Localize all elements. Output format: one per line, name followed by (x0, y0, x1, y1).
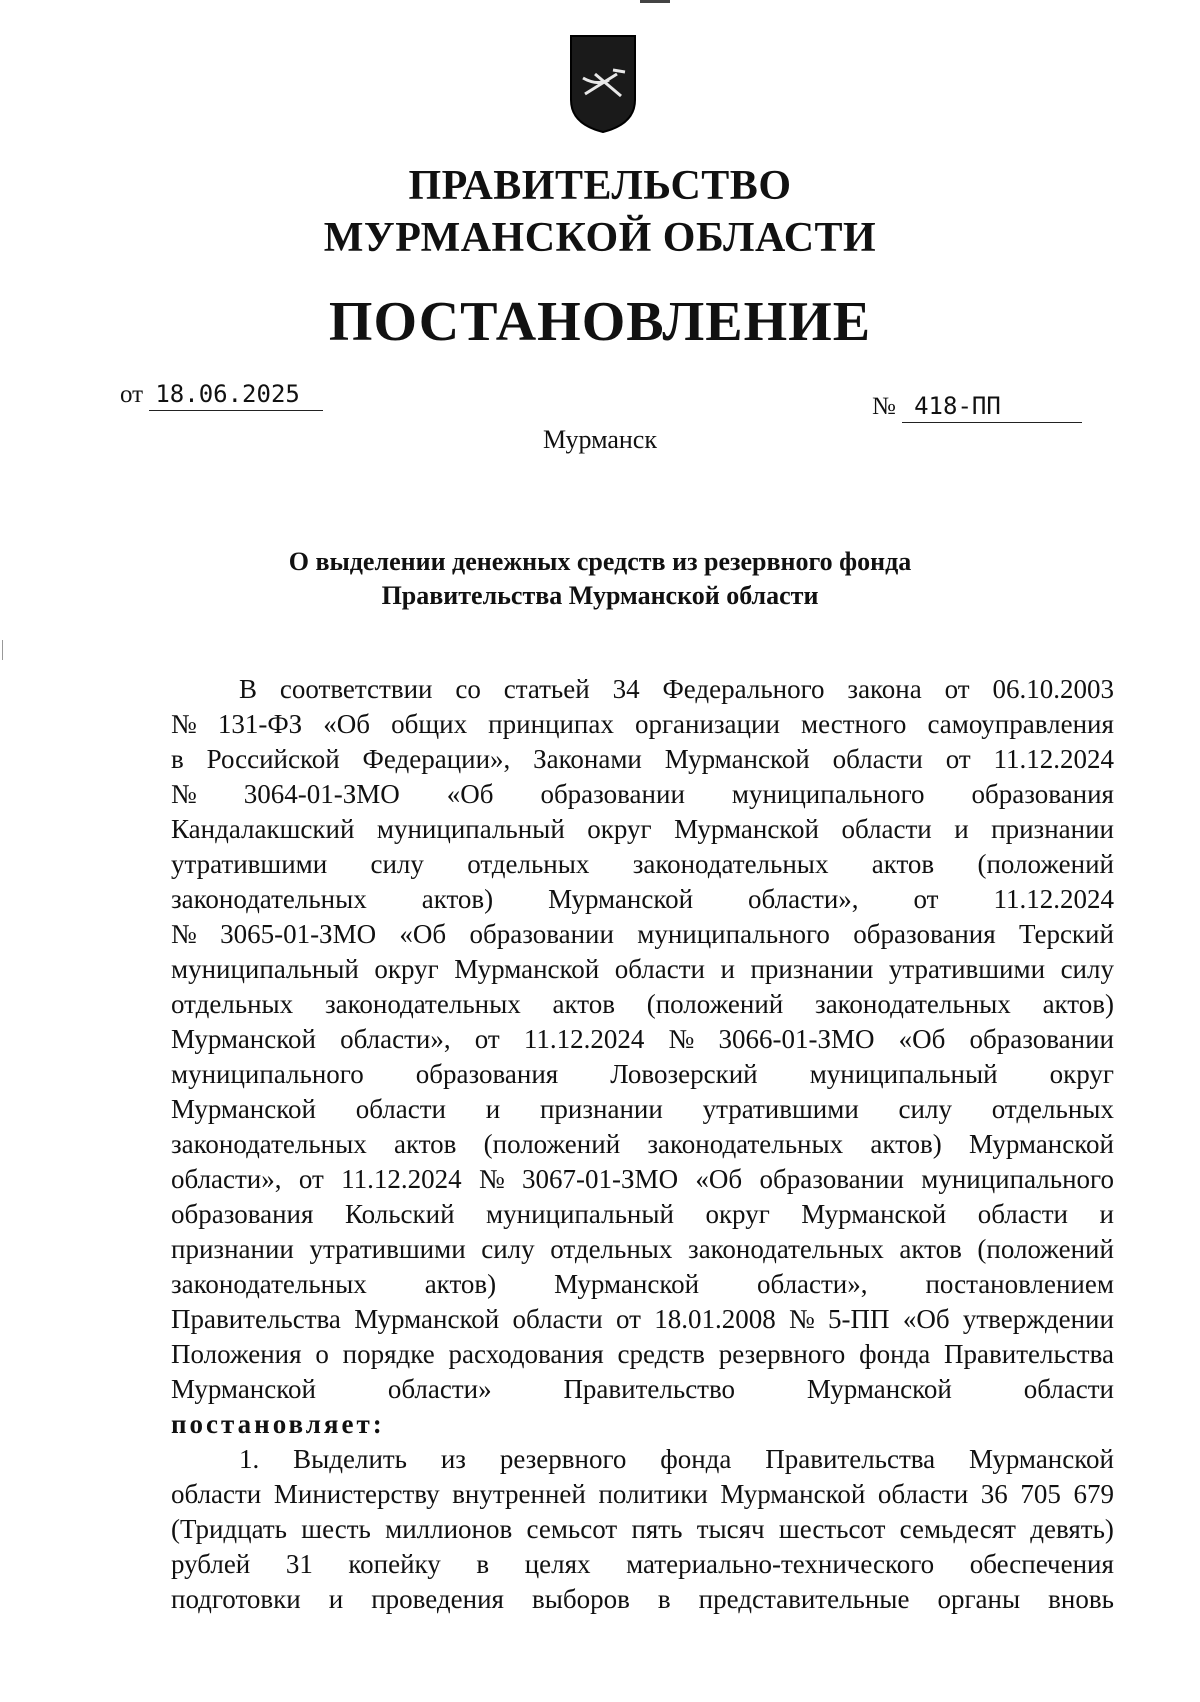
body-word: муниципальный (809, 1059, 998, 1089)
body-line (171, 952, 1114, 987)
body-word: № (171, 709, 197, 739)
document-type-heading: ПОСТАНОВЛЕНИЕ (328, 291, 872, 353)
body-word: области», (171, 1164, 282, 1194)
body-word: проведения (371, 1584, 504, 1614)
body-word: 18.01.2008 (654, 1304, 776, 1334)
body-word: № (478, 1164, 505, 1194)
document-date (120, 380, 323, 411)
body-word: области (1023, 1374, 1114, 1404)
body-word: № (171, 919, 197, 949)
body-line (171, 672, 1114, 707)
body-word: актов) (424, 1269, 497, 1299)
body-word: (положений (483, 1129, 621, 1159)
body-word: муниципального (731, 779, 925, 809)
body-word: Мурманской (664, 744, 810, 774)
body-word: актов) (1042, 989, 1114, 1019)
body-word: (положений (977, 849, 1114, 879)
body-word: порядке (342, 1339, 435, 1369)
body-line (171, 1057, 1114, 1092)
body-word: актов (899, 1234, 962, 1264)
body-word: округ (705, 1199, 770, 1229)
body-word: законодательных (688, 1234, 884, 1264)
body-word: статьей (503, 674, 590, 704)
body-word: представительные (698, 1584, 910, 1614)
body-line (171, 1267, 1114, 1302)
body-word: «Об (902, 1304, 950, 1334)
body-word: 3065-01-ЗМО (220, 919, 377, 949)
body-word: Ловозерский (610, 1059, 758, 1089)
body-word: «Об (898, 1024, 946, 1054)
body-word: 06.10.2003 (992, 674, 1114, 704)
body-word: (Тридцать (171, 1514, 287, 1544)
body-word: области», (340, 1024, 451, 1054)
body-word: Мурманской (674, 814, 820, 844)
body-line (171, 917, 1114, 952)
body-word: образовании (969, 1024, 1114, 1054)
body-word: 131-ФЗ (217, 709, 303, 739)
body-word: муниципальный (171, 954, 359, 984)
body-line (171, 1022, 1114, 1057)
body-word: рублей (171, 1549, 251, 1579)
body-word: отдельных (171, 989, 294, 1019)
body-word: и (485, 1094, 501, 1124)
body-word: от (298, 1164, 324, 1194)
body-word: 1. (239, 1444, 260, 1474)
margin-mark (2, 640, 3, 660)
body-word: муниципального (171, 1059, 364, 1089)
body-word: актов (871, 849, 935, 879)
body-word: организации (634, 709, 780, 739)
body-line (171, 1092, 1114, 1127)
body-word: законодательных (632, 849, 829, 879)
body-word: девять) (1030, 1514, 1114, 1544)
body-word: № (668, 1024, 695, 1054)
body-word: области (877, 1479, 969, 1509)
body-word: области (355, 1094, 446, 1124)
body-word: семьдесят (899, 1514, 1016, 1544)
body-word: признании (539, 1094, 663, 1124)
body-word: подготовки (171, 1584, 301, 1614)
body-word: силу (898, 1094, 952, 1124)
body-word: 11.12.2024 (993, 744, 1114, 774)
body-word: вновь (1048, 1584, 1114, 1614)
body-word: силу (481, 1234, 535, 1264)
body-word: от (944, 674, 970, 704)
body-word: законодательных (171, 884, 367, 914)
body-line (171, 1372, 1114, 1407)
body-word: 705 (1020, 1479, 1061, 1509)
body-word: утратившими (702, 1094, 859, 1124)
document-subject (0, 545, 1200, 613)
body-word: Законами (533, 744, 642, 774)
body-line (171, 1302, 1114, 1337)
body-word: образования (971, 779, 1114, 809)
body-word: законодательных (171, 1129, 367, 1159)
body-word: Правительства (765, 1444, 936, 1474)
body-word: области», (757, 1269, 868, 1299)
body-word: от (615, 1304, 641, 1334)
body-word: Мурманской (554, 1269, 700, 1299)
body-word: принципах (488, 709, 614, 739)
body-word: Мурманской (548, 884, 694, 914)
body-word: области (841, 814, 932, 844)
page-top-mark (640, 0, 670, 3)
body-word: Кандалакшский (171, 814, 355, 844)
body-word: миллионов (385, 1514, 513, 1544)
body-word: выборов (531, 1584, 630, 1614)
body-line (171, 742, 1114, 777)
body-word: законодательных (171, 1269, 367, 1299)
body-word: образования (415, 1059, 559, 1089)
government-title (0, 160, 1200, 264)
body-word: обеспечения (969, 1549, 1114, 1579)
body-word: Терский (1019, 919, 1114, 949)
body-word: утратившими (888, 954, 1046, 984)
body-line (171, 1407, 1114, 1442)
body-word: отдельных (991, 1094, 1114, 1124)
government-title-line2: МУРМАНСКОЙ ОБЛАСТИ (323, 215, 877, 261)
body-word: актов (552, 989, 615, 1019)
body-word: области (171, 1479, 262, 1509)
body-word: о (315, 1339, 329, 1369)
body-line (171, 1197, 1114, 1232)
body-word: органы (937, 1584, 1021, 1614)
body-word: резервного (718, 1339, 846, 1369)
body-line (171, 1442, 1114, 1477)
body-word: Правительства (171, 1304, 341, 1334)
body-word: «Об (446, 779, 494, 809)
body-word: признании (750, 954, 874, 984)
body-word: муниципальный (486, 1199, 674, 1229)
date-value: 18.06.2025 (149, 380, 323, 411)
number-prefix: № (872, 393, 896, 420)
body-word: области (832, 744, 923, 774)
body-word: округ (587, 814, 652, 844)
body-word: внутренней (452, 1479, 586, 1509)
coat-of-arms-emblem (569, 34, 637, 134)
body-word: области» (387, 1374, 492, 1404)
subject-line2: Правительства Мурманской области (381, 581, 819, 610)
body-word: семьсот (526, 1514, 618, 1544)
body-word: средств (617, 1339, 705, 1369)
body-line-text: постановляет: (171, 1409, 385, 1439)
body-word: Мурманской (801, 1199, 947, 1229)
body-word: 11.12.2024 (993, 884, 1114, 914)
body-word: области (512, 1304, 603, 1334)
body-line (171, 1232, 1114, 1267)
body-word: отдельных (550, 1234, 673, 1264)
body-word: признании (171, 1234, 294, 1264)
body-word: фонда (859, 1339, 931, 1369)
body-word: местного (800, 709, 907, 739)
body-line (171, 987, 1114, 1022)
body-word: законодательных (324, 989, 521, 1019)
body-word: закона (847, 674, 922, 704)
body-word: образования (171, 1199, 314, 1229)
body-word: 34 (612, 674, 640, 704)
body-word: Мурманской (969, 1129, 1114, 1159)
body-word: Положения (171, 1339, 302, 1369)
body-word: округ (374, 954, 439, 984)
body-line (171, 847, 1114, 882)
body-word: 31 (285, 1549, 313, 1579)
body-word: политики (598, 1479, 708, 1509)
body-word: образовании (469, 919, 614, 949)
body-word: общих (391, 709, 468, 739)
body-word: постановлением (925, 1269, 1114, 1299)
body-word: муниципальный (376, 814, 565, 844)
body-word: 36 (980, 1479, 1008, 1509)
body-word: со (455, 674, 481, 704)
body-word: 3064-01-ЗМО (243, 779, 400, 809)
body-word: силу (370, 849, 424, 879)
body-word: 679 (1073, 1479, 1114, 1509)
body-word: 3066-01-ЗМО (718, 1024, 875, 1054)
body-word: шестьсот (778, 1514, 886, 1544)
body-word: области», (748, 884, 859, 914)
body-line (171, 1547, 1114, 1582)
body-word: 5-ПП (828, 1304, 890, 1334)
body-word: (положений (646, 989, 784, 1019)
body-line (171, 1127, 1114, 1162)
body-word: В (239, 674, 258, 704)
body-word: тысяч (696, 1514, 765, 1544)
body-word: от (945, 744, 971, 774)
body-word: Мурманской (454, 954, 600, 984)
body-line (171, 1337, 1114, 1372)
body-word: от (913, 884, 939, 914)
body-word: округ (1049, 1059, 1114, 1089)
body-line (171, 777, 1114, 812)
body-word: Мурманской (171, 1094, 316, 1124)
body-word: 11.12.2024 (341, 1164, 462, 1194)
body-word: «Об (399, 919, 447, 949)
body-word: Выделить (293, 1444, 407, 1474)
body-word: шесть (301, 1514, 371, 1544)
body-word: муниципального (921, 1164, 1114, 1194)
body-word: актов (393, 1129, 457, 1159)
body-word: Кольский (344, 1199, 455, 1229)
body-word: 3067-01-ЗМО (522, 1164, 679, 1194)
body-word: Мурманской (969, 1444, 1114, 1474)
body-word: Правительство (563, 1374, 736, 1404)
body-word: в (657, 1584, 671, 1614)
body-line (171, 1477, 1114, 1512)
body-word: Федерации», (362, 744, 511, 774)
body-word: копейку (348, 1549, 441, 1579)
body-word: в (476, 1549, 490, 1579)
body-word: № (171, 779, 197, 809)
body-line (171, 812, 1114, 847)
body-word: области (977, 1199, 1068, 1229)
body-line (171, 707, 1114, 742)
body-word: Министерству (273, 1479, 440, 1509)
body-word: актов) (421, 884, 494, 914)
body-word: законодательных (815, 989, 1011, 1019)
body-word: образования (853, 919, 996, 949)
body-word: образовании (759, 1164, 904, 1194)
body-word: области (614, 954, 705, 984)
body-word: соответствии (279, 674, 433, 704)
body-word: образовании (540, 779, 685, 809)
body-word: 11.12.2024 (523, 1024, 645, 1054)
body-word: и (328, 1584, 344, 1614)
body-word: № (789, 1304, 815, 1334)
document-body (171, 672, 1114, 1617)
body-word: пять (631, 1514, 683, 1544)
body-word: и (954, 814, 969, 844)
body-word: «Об (695, 1164, 743, 1194)
body-word: в (171, 744, 184, 774)
body-word: силу (1060, 954, 1114, 984)
body-word: «Об (323, 709, 371, 739)
body-word: и (720, 954, 735, 984)
body-word: отдельных (467, 849, 590, 879)
body-word: фонда (660, 1444, 732, 1474)
body-word: (положений (977, 1234, 1114, 1264)
body-word: Федерального (662, 674, 825, 704)
body-word: признании (991, 814, 1114, 844)
body-word: Мурманской (171, 1024, 316, 1054)
body-word: утратившими (171, 849, 328, 879)
body-word: Мурманской (354, 1304, 500, 1334)
body-word: целях (524, 1549, 591, 1579)
body-word: актов) (870, 1129, 942, 1159)
document-number (872, 392, 1082, 423)
body-line (171, 1512, 1114, 1547)
body-word: материально-технического (626, 1549, 935, 1579)
body-word: резервного (499, 1444, 627, 1474)
city-name: Мурманск (543, 425, 657, 454)
body-line (171, 882, 1114, 917)
body-word: Мурманской (720, 1479, 866, 1509)
government-title-line1: ПРАВИТЕЛЬСТВО (408, 163, 792, 209)
body-word: муниципального (637, 919, 830, 949)
date-prefix: от (120, 381, 144, 408)
body-word: Мурманской (171, 1374, 316, 1404)
body-word: от (474, 1024, 500, 1054)
body-word: утратившими (309, 1234, 466, 1264)
body-word: расходования (448, 1339, 604, 1369)
body-word: законодательных (647, 1129, 844, 1159)
body-line (171, 1162, 1114, 1197)
body-word: и (1099, 1199, 1114, 1229)
body-word: из (440, 1444, 466, 1474)
body-word: Российской (206, 744, 340, 774)
body-word: самоуправления (927, 709, 1114, 739)
subject-line1: О выделении денежных средств из резервного фонда (288, 547, 912, 576)
body-word: утверждении (962, 1304, 1114, 1334)
number-value: 418-ПП (902, 392, 1082, 423)
body-line (171, 1582, 1114, 1617)
body-word: Правительства (944, 1339, 1114, 1369)
body-word: Мурманской (806, 1374, 952, 1404)
